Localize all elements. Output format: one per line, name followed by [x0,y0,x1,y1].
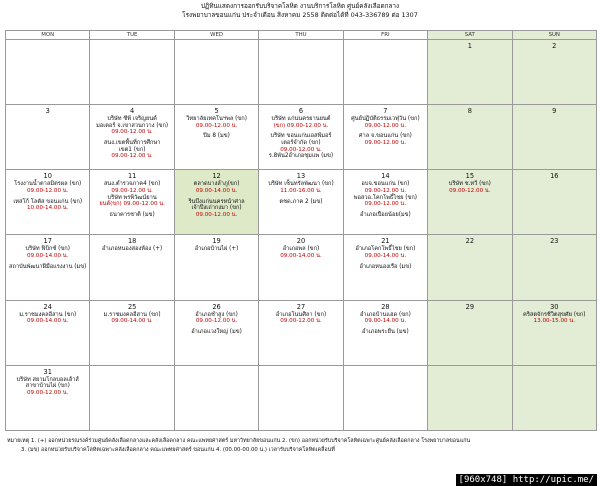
day-cell [90,300,174,365]
event-title: ม.ราชมงคลอีสาน (ขก) [19,311,77,318]
calendar-subtitle: โรงพยาบาลขอนแก่น ประจำเดือน สิงหาคม 2558 ติดต่อได้ที่ 043-336789 ต่อ 1307 [182,11,418,19]
event-time: 11.00-16.00 น. [280,187,322,194]
day-number: 27 [296,302,306,311]
day-number: 28 [381,302,390,311]
day-cell [174,40,258,105]
footer-note-1: หมายเหตุ 1. (+) ออกหน่วยรณรงค์ร่วมศูนย์คลังเลือดกลางและคลังเลือดกลาง คณะแพทยศาสตร์ มหาวิทยาลัยขอนแก่น 2. (ขก) ออกหน่วยรับบริจาคโลหิตเฉพาะศูนย์คลังเลือดกลาง โรงพยาบาลขอนแก่น [7,438,471,444]
day-cell [90,235,174,300]
day-number: 2 [552,42,557,50]
day-cell [174,300,258,365]
event-title: อำเภอโนนศิลา (ขก) [275,311,327,318]
event-title: เตอร์จำกัด (ขก) [281,139,321,146]
event-time: 09.00-12.00 น. [364,187,407,194]
event-title: อำเภอบ้านแฮด (ขก) [359,311,411,318]
day-cell [428,40,512,105]
event-title: อำเภอพล (ขก) [282,246,320,253]
event-time: 09.00-14.00 น. [364,253,407,260]
event-title: บริษัท ช.ทวี (ขก) [448,181,491,188]
event-time: 09.00-12.00 น. [111,129,153,136]
day-number: 20 [296,237,306,246]
weekday-fri: FRI [343,31,427,40]
event-time: 09.00-14.00 น. [26,253,69,260]
event-title: อำเภอหนองสองห้อง (+) [102,246,163,253]
event-time: 09.00-14.00 น. [111,318,153,325]
day-cell [343,365,427,430]
day-number: 18 [127,237,137,246]
day-number: 19 [212,237,221,246]
day-cell [90,105,174,170]
weekday-header-row [6,31,597,40]
day-cell [428,365,512,430]
event-title: ร.8พัน2อำเภอชุมแพ (มข) [268,153,334,160]
day-cell [259,170,343,235]
event-title: ศาล จ.ขอนแก่น (ขก) [358,133,412,140]
event-time: 09.00-12.00 น. [364,201,407,208]
event-time: 09.00-14.00 น. [280,253,322,260]
weekday-thu: THU [259,31,343,40]
event-title: รินบึงแก่นนครหน้าศาล [188,198,245,205]
day-number: 16 [550,172,559,181]
day-cell [174,170,258,235]
event-title: อำเภอชำสูง (ขก) [195,311,238,318]
day-cell [259,105,343,170]
day-number: 22 [465,237,475,246]
day-number: 17 [43,237,52,246]
day-number: 14 [381,172,390,181]
day-number: 25 [127,302,137,311]
event-time: 09.00-12.00 น. [195,211,238,218]
event-time: 09.00-12.00 น. [195,122,238,129]
weekday-tue: TUE [90,31,174,40]
day-number: 11 [127,172,137,181]
day-number: 23 [550,237,559,246]
day-cell [343,40,427,105]
day-cell [6,105,90,170]
event-title: สนง.เขตพื้นที่การศึกษา [103,139,161,146]
event-time: 09.00-12.00 น. [280,146,322,153]
day-number: 8 [467,107,472,116]
day-cell [343,235,427,300]
event-title: ตชด.ภาค 2 (มข) [279,198,323,205]
weekday-sat: SAT [428,31,512,40]
day-cell [174,365,258,430]
event-time: 09.00-14.00 น. [26,318,69,325]
day-cell [6,40,90,105]
event-title: มอเตอร์ จ.เขาสวนกวาง (ขก) [96,122,169,129]
day-cell [90,40,174,105]
day-number: 3 [45,107,50,116]
day-cell [428,300,512,365]
day-number: 12 [212,172,221,181]
day-number: 6 [298,107,304,116]
event-title: อำเภอหนองเรือ (มข) [359,263,412,270]
event-title: ปีม 8 (มข) [203,133,230,140]
calendar-header [0,2,600,20]
day-cell [512,40,596,105]
event-title: ธนาคารชาติ (มข) [109,211,155,218]
event-title: บริษัท เซ็นทรัลพัฒนา (ขก) [268,181,334,188]
day-number: 13 [296,172,306,181]
event-time: 09.00-12.00 น. [26,389,69,396]
event-title: บริษัท แก่นนครยานยนต์ [271,116,331,123]
day-number: 24 [43,302,52,311]
calendar-grid [5,30,597,431]
day-cell [259,235,343,300]
event-title: บริษัท ขอนแก่นเอสพีมอร์ [270,133,332,140]
day-cell [259,40,343,105]
event-title: ศูนย์ปฏิบัติธรรมเวฬุวัน (ขก) [351,116,420,123]
day-number: 30 [550,302,559,311]
event-title: เจ้าปึงเถ่ากงมา (ขก) [191,205,242,212]
day-number: 29 [465,302,475,311]
day-number: 21 [381,237,390,246]
day-cell [512,365,596,430]
event-title: สาขาบ้านไผ่ (ขก) [25,383,70,390]
day-cell [512,105,596,170]
event-title: อำเภอแวงใหญ่ (มข) [191,328,242,335]
event-title: เขต1 (ขก) [118,146,146,153]
event-title: วิทยาลัยเทคโนฯพล (ขก) [186,116,247,123]
day-cell [6,365,90,430]
event-time: 09.00-14.00 น. [364,318,407,325]
event-title: อำเภอโคกโพธิ์ไชย (ขก) [355,246,416,253]
event-title: คริสตจักรชีวิตสุขศัย (ขก) [523,311,586,318]
day-number: 4 [130,107,135,116]
day-cell [343,300,427,365]
event-time: 09.00-12.00 น. [195,318,238,325]
day-number: 31 [43,367,52,376]
day-cell [428,105,512,170]
day-cell [174,235,258,300]
event-title: เทสโก้ โลตัส ขอนแก่น (ขก) [13,198,83,205]
week-row [6,105,597,170]
day-number: 9 [552,107,557,116]
weekday-mon: MON [6,31,90,40]
day-number: 26 [212,302,221,311]
event-title: อำเภอพระยืน (มข) [362,328,409,335]
week-row [6,235,597,300]
footer-notes [7,437,567,455]
day-cell [428,235,512,300]
weekday-wed: WED [174,31,258,40]
day-cell [512,170,596,235]
event-title: สนง.ตำรวจภาค4 (ขก) [103,181,161,188]
event-title: อบจ.ขอนแก่น (ขก) [361,181,410,188]
day-cell [90,365,174,430]
event-time: 09.00-12.00 น. [449,187,491,194]
event-title: บริษัท ฟิบิกซ์ (ขก) [25,246,70,253]
event-title: พอสวอ.โคกโพธิ์ไชย (ขก) [353,194,418,201]
week-row [6,40,597,105]
weekday-sun: SUN [512,31,596,40]
day-cell [259,300,343,365]
event-title: บริษัท ซีพี เจริญยนต์ [107,116,157,123]
day-cell [174,105,258,170]
event-time: 10.00-14.00 น. [26,205,69,212]
week-row [6,365,597,430]
event-time: 13.00-15.00 น. [533,318,575,325]
event-time: (ขก) 09.00-12.00 น. [273,122,329,129]
calendar-body [6,40,597,431]
event-title: บริษัท สยามโกลบอลเฮ้าส์ [16,376,79,383]
watermark-label: [960x748] http://upic.me/ [456,474,597,486]
footer-note-2: 3. (มข) ออกหน่วยรับบริจาคโลหิตเฉพาะคลังเลือดกลาง คณะแพทยศาสตร์ ขอนแก่น 4. (00.00-00.00 น.) เวลารับบริจาคโลหิตเคลื่อนที่ [21,447,335,453]
event-time: 09.00-12.00 น. [111,153,153,160]
day-number: 15 [465,172,475,181]
day-cell [6,235,90,300]
event-title: บริษัท พรพิวัฒน์ยาน [107,194,157,201]
day-number: 5 [214,107,219,116]
day-cell [259,365,343,430]
day-cell [428,170,512,235]
week-row [6,300,597,365]
day-cell [6,170,90,235]
day-cell [6,300,90,365]
event-time: 09.00-12.00 น. [364,139,407,146]
day-number: 1 [467,42,472,50]
event-title: อำเภอบ้านไผ่ (+) [194,246,239,253]
day-cell [512,300,596,365]
event-title: ม.ราชมงคลอีสาน (ขก) [103,311,161,318]
event-time: 09.00-12.00 น. [111,187,153,194]
event-title: สถาบันพัฒนาฝีมือแรงงาน (มข) [9,263,87,270]
event-time: ยนต์(ขก) 09.00-12.00 น. [99,201,165,208]
day-cell [90,170,174,235]
event-title: ตลาดบางลำภู(ขก) [193,181,240,188]
event-time: 09.00-12.00 น. [280,318,322,325]
day-cell [343,105,427,170]
week-row [6,170,597,235]
day-cell [343,170,427,235]
event-time: 09.00-12.00 น. [26,187,69,194]
event-time: 09.00-12.00 น. [364,122,407,129]
event-title: อำเภอเปือยน้อย(มข) [360,211,411,218]
event-time: 09.00-14.00 น. [195,187,238,194]
day-number: 10 [43,172,52,181]
calendar-title: ปฏิทินแสดงการออกรับบริจาคโลหิต งานบริการโลหิต ศูนย์คลังเลือดกลาง [200,2,400,10]
day-number: 7 [383,107,388,116]
event-title: โรงงานน้ำตาลมิตรผล (ขก) [14,181,82,188]
day-cell [512,235,596,300]
